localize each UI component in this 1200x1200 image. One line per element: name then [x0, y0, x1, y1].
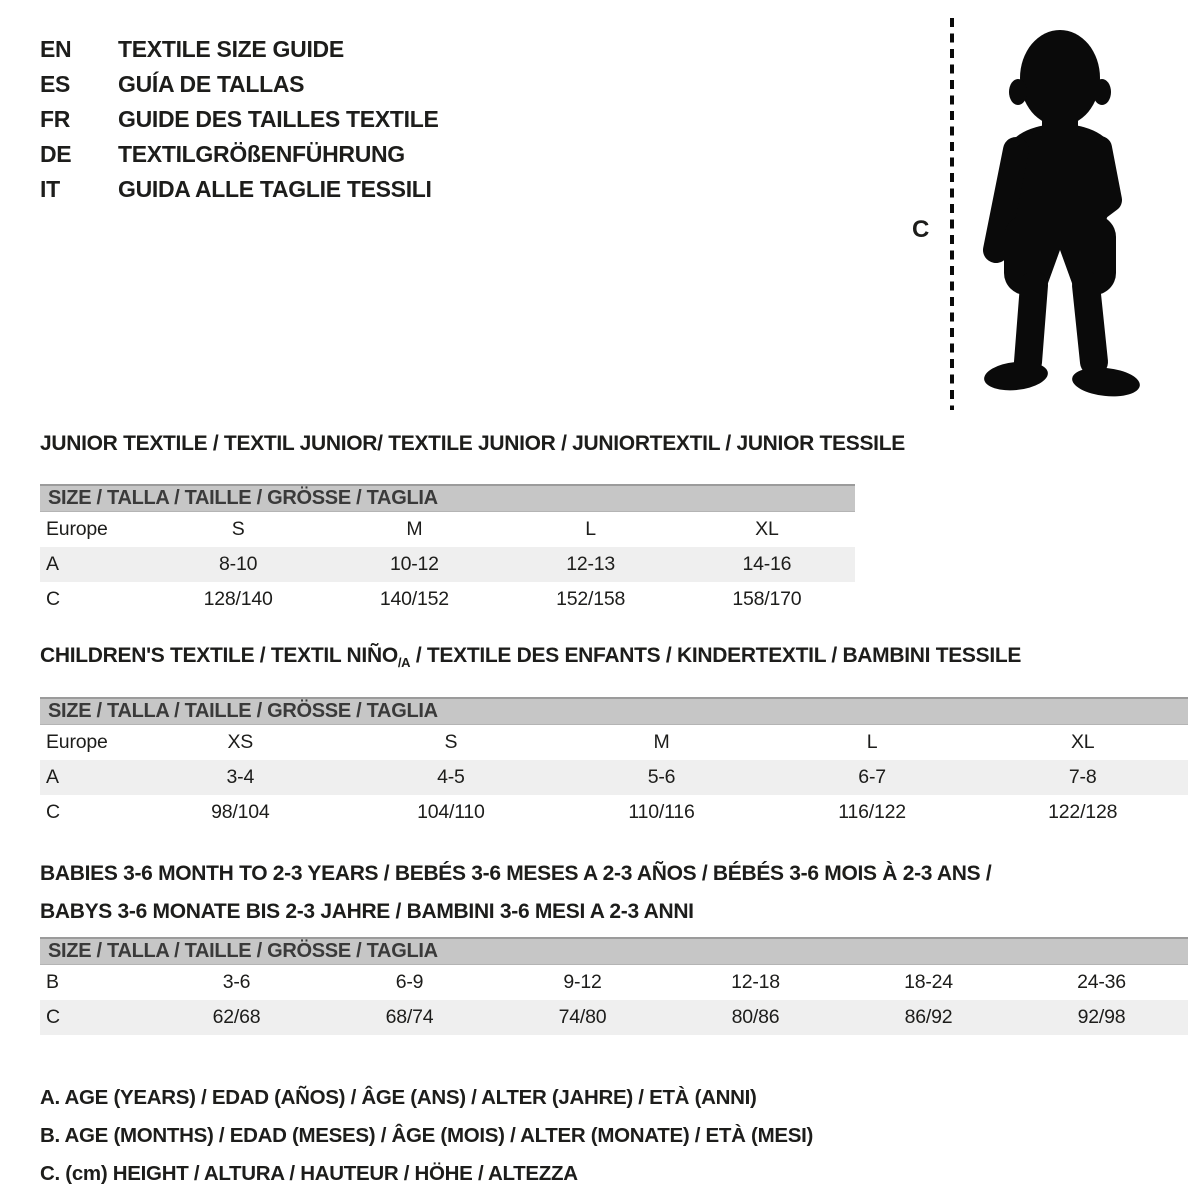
- language-code: EN: [40, 36, 72, 62]
- table-cell: 10-12: [389, 553, 439, 575]
- table-cell: S: [231, 518, 245, 540]
- table-cell: 152/158: [556, 588, 626, 610]
- table-header-bar: SIZE / TALLA / TAILLE / GRÖSSE / TAGLIA: [40, 697, 1188, 725]
- footnote: B. AGE (MONTHS) / EDAD (MESES) / ÂGE (MOIS) / ALTER (MONATE) / ETÀ (MESI): [40, 1124, 814, 1148]
- table-cell: 7-8: [1068, 766, 1097, 789]
- row-label: B: [46, 971, 59, 994]
- table-cell: 18-24: [904, 971, 953, 994]
- language-code: DE: [40, 141, 72, 167]
- table-row: [40, 965, 1188, 1000]
- row-label: C: [46, 801, 60, 824]
- language-code: IT: [40, 176, 60, 202]
- table-cell: 6-7: [858, 766, 886, 789]
- table-cell: 140/152: [379, 588, 449, 610]
- table-cell: L: [866, 731, 878, 754]
- table-body: [40, 937, 1188, 1035]
- table-row: [40, 725, 1188, 760]
- footnotes: [0, 1079, 1200, 1193]
- table-cell: 128/140: [203, 588, 273, 610]
- row-label: Europe: [46, 731, 108, 754]
- table-cell: XL: [755, 518, 779, 540]
- table-cell: 80/86: [731, 1006, 780, 1029]
- table-cell: 116/122: [838, 801, 906, 824]
- table-cell: 122/128: [1048, 801, 1118, 824]
- table-row: [40, 1000, 1188, 1035]
- row-label: A: [46, 553, 59, 575]
- footnote: A. AGE (YEARS) / EDAD (AÑOS) / ÂGE (ANS) / ALTER (JAHRE) / ETÀ (ANNI): [40, 1086, 757, 1110]
- size-tables: [0, 432, 1200, 1035]
- table-row: [40, 512, 855, 547]
- table-header-bar: SIZE / TALLA / TAILLE / GRÖSSE / TAGLIA: [40, 484, 855, 512]
- table-title: [40, 432, 1200, 456]
- table-cell: M: [406, 518, 423, 540]
- table-cell: 92/98: [1077, 1006, 1126, 1029]
- table-header-bar: SIZE / TALLA / TAILLE / GRÖSSE / TAGLIA: [40, 937, 1188, 965]
- table-cell: 4-5: [437, 766, 465, 789]
- table-title: [40, 855, 1200, 931]
- table-cell: S: [444, 731, 458, 754]
- table-title-line: BABIES 3-6 MONTH TO 2-3 YEARS / BEBÉS 3-6 MESES A 2-3 AÑOS / BÉBÉS 3-6 MOIS À 2-3 ANS /: [40, 862, 992, 886]
- size-table: [40, 432, 1200, 617]
- guide-title: TEXTILGRÖßENFÜHRUNG: [118, 141, 405, 167]
- row-label: C: [46, 588, 60, 610]
- table-cell: 6-9: [395, 971, 424, 994]
- table-title: [40, 644, 1200, 675]
- table-row: [40, 582, 855, 617]
- row-label: A: [46, 766, 59, 789]
- height-measure-label: C: [912, 216, 930, 243]
- table-cell: XS: [227, 731, 254, 754]
- table-cell: 158/170: [732, 588, 802, 610]
- table-row: [40, 547, 855, 582]
- toddler-body: [983, 30, 1142, 399]
- table-cell: 68/74: [385, 1006, 434, 1029]
- table-cell: 98/104: [211, 801, 270, 824]
- guide-title: GUIDA ALLE TAGLIE TESSILI: [118, 176, 432, 202]
- table-title-line: JUNIOR TEXTILE / TEXTIL JUNIOR/ TEXTILE JUNIOR / JUNIORTEXTIL / JUNIOR TESSILE: [40, 432, 905, 455]
- size-table: [40, 855, 1200, 1035]
- row-label: C: [46, 1006, 60, 1029]
- table-rows: [40, 512, 855, 617]
- table-title-line: BABYS 3-6 MONATE BIS 2-3 JAHRE / BAMBINI 3-6 MESI A 2-3 ANNI: [40, 900, 694, 924]
- table-cell: 104/110: [417, 801, 485, 824]
- table-cell: 62/68: [212, 1006, 261, 1029]
- table-cell: 5-6: [647, 766, 676, 789]
- table-cell: 8-10: [219, 553, 258, 575]
- table-cell: XL: [1070, 731, 1095, 754]
- table-title-line: CHILDREN'S TEXTILE / TEXTIL $NIÑO_{/A}$ / TEXTILE DES ENFANTS / KINDERTEXTIL / BAMBINI TESSILE: [40, 644, 1022, 671]
- guide-title: GUÍA DE TALLAS: [118, 71, 305, 97]
- table-cell: 74/80: [558, 1006, 607, 1029]
- table-cell: 12-18: [731, 971, 780, 994]
- table-rows: [40, 965, 1188, 1035]
- row-label: Europe: [46, 518, 108, 540]
- footnote: C. (cm) HEIGHT / ALTURA / HAUTEUR / HÖHE / ALTEZZA: [40, 1162, 578, 1186]
- table-rows: [40, 725, 1188, 830]
- table-cell: 24-36: [1077, 971, 1126, 994]
- table-body: [40, 484, 855, 617]
- table-row: [40, 760, 1188, 795]
- table-body: [40, 697, 1188, 830]
- language-code: FR: [40, 106, 71, 132]
- toddler-figure: [900, 10, 1150, 415]
- table-cell: 86/92: [904, 1006, 953, 1029]
- language-code: ES: [40, 71, 71, 97]
- table-cell: M: [653, 731, 670, 754]
- table-cell: 3-4: [226, 766, 255, 789]
- table-cell: 9-12: [563, 971, 602, 994]
- size-table: [40, 644, 1200, 830]
- guide-title: GUIDE DES TAILLES TEXTILE: [118, 106, 439, 132]
- table-cell: 12-13: [566, 553, 616, 575]
- table-cell: 110/116: [628, 801, 695, 824]
- table-cell: L: [585, 518, 596, 540]
- table-cell: 3-6: [222, 971, 251, 994]
- table-row: [40, 795, 1188, 830]
- table-cell: 14-16: [742, 553, 792, 575]
- guide-title: TEXTILE SIZE GUIDE: [118, 36, 344, 62]
- toddler-silhouette: [900, 10, 1150, 415]
